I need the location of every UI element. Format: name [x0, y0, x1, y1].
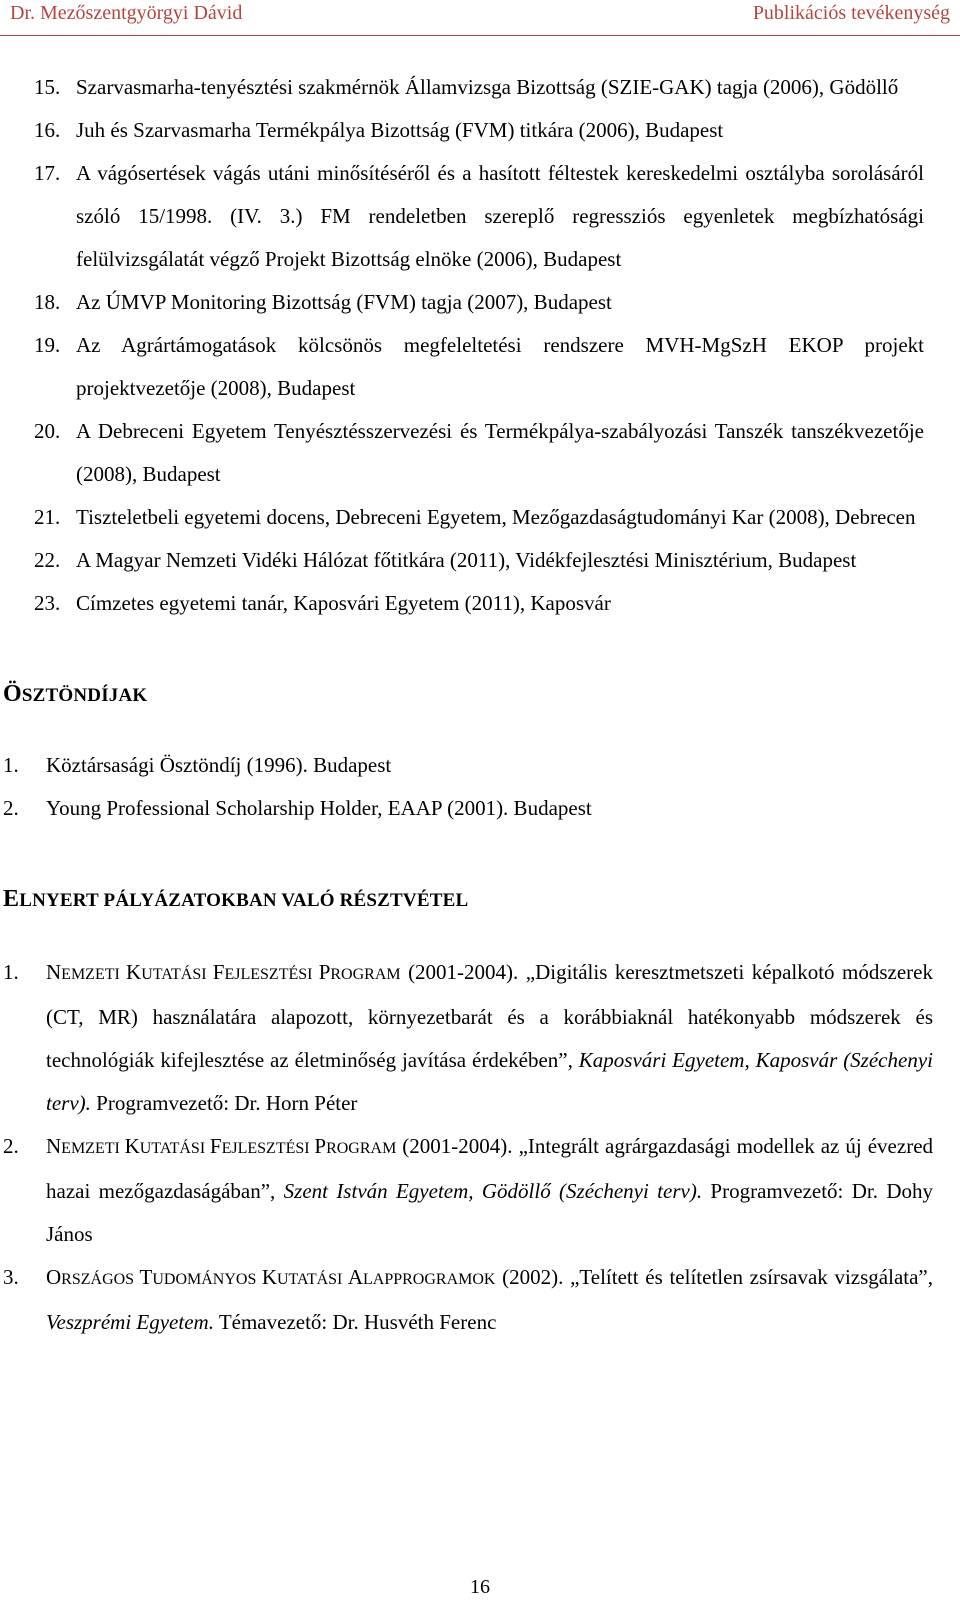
institution: Veszprémi Egyetem. [46, 1310, 214, 1334]
project-title: „Digitális keresztmetszeti képalkotó módszerek (CT, MR) használatára alapozott, környezetbarát és a korábbiaknál hatékonyabb módszerek és technológiák kifejlesztése az életminőség javítása érdekében”, [46, 960, 933, 1072]
item-text: Köztársasági Ösztöndíj (1996). Budapest [46, 753, 392, 777]
list-item [34, 539, 924, 582]
page-body [0, 66, 960, 1344]
item-text: Címzetes egyetemi tanár, Kaposvári Egyetem (2011), Kaposvár [76, 591, 611, 615]
item-number: 3. [3, 1265, 19, 1289]
project-title: „Integrált agrárgazdasági modellek az új évezred hazai mezőgazdaságában”, [46, 1134, 934, 1203]
item-text [46, 1256, 933, 1344]
list-item [34, 66, 924, 109]
section-title-rest: SZTÖNDÍJAK [21, 685, 148, 706]
item-number: 2. [3, 796, 19, 820]
header-author: Dr. Mezőszentgyörgyi Dávid [10, 2, 243, 24]
item-number: 21. [34, 505, 61, 529]
list-item [34, 496, 924, 539]
list-item [34, 152, 924, 281]
item-number: 19. [34, 333, 61, 357]
institution: Szent István Egyetem, Gödöllő (Széchenyi terv). [283, 1179, 703, 1203]
section-title-scholarships [0, 681, 960, 708]
program-leader: Témavezető: Dr. Husvéth Ferenc [213, 1310, 497, 1334]
list-item [34, 324, 924, 410]
list-item [3, 1125, 933, 1256]
item-text: Young Professional Scholarship Holder, EAAP (2001). Budapest [46, 796, 592, 820]
list-item [3, 744, 960, 787]
item-text: Az ÚMVP Monitoring Bizottság (FVM) tagja (2007), Budapest [76, 290, 612, 314]
program-leader: Programvezető: Dr. Dohy János [46, 1179, 933, 1246]
grants-list [0, 951, 933, 1344]
item-text: A Magyar Nemzeti Vidéki Hálózat főtitkára (2011), Vidékfejlesztési Minisztérium, Budapest [76, 548, 857, 572]
section-title-initial: E [3, 886, 20, 912]
item-number: 15. [34, 75, 61, 99]
scholarships-list [0, 744, 960, 830]
list-item [34, 410, 924, 496]
list-item [3, 951, 933, 1125]
program-leader: Programvezető: Dr. Horn Péter [90, 1091, 358, 1115]
item-number: 22. [34, 548, 61, 572]
list-item [34, 582, 924, 625]
institution: Kaposvári Egyetem, Kaposvár (Széchenyi terv). [46, 1048, 933, 1115]
list-item [34, 109, 924, 152]
program-name: NEMZETI KUTATÁSI FEJLESZTÉSI PROGRAM [46, 960, 401, 984]
item-text: Juh és Szarvasmarha Termékpálya Bizottság (FVM) titkára (2006), Budapest [76, 118, 724, 142]
item-number: 1. [3, 960, 19, 984]
item-text: Az Agrártámogatások kölcsönös megfeleltetési rendszere MVH-MgSzH EKOP projekt projektvezetője (2008), Budapest [76, 333, 924, 400]
item-number: 2. [3, 1134, 19, 1158]
item-number: 23. [34, 591, 61, 615]
item-text: A Debreceni Egyetem Tenyésztésszervezési és Termékpálya-szabályozási Tanszék tanszékvezetője (2008), Budapest [76, 419, 924, 486]
section-title-initial: Ö [3, 681, 22, 707]
item-text: Tiszteletbeli egyetemi docens, Debreceni Egyetem, Mezőgazdaságtudományi Kar (2008), Debrecen [76, 505, 916, 529]
list-item [3, 1256, 933, 1344]
page-number: 16 [470, 1576, 490, 1598]
program-name: ORSZÁGOS TUDOMÁNYOS KUTATÁSI ALAPPROGRAMOK [46, 1265, 496, 1289]
item-number: 1. [3, 753, 19, 777]
item-number: 18. [34, 290, 61, 314]
list-item [3, 787, 960, 830]
program-years: (2001-2004). [400, 960, 526, 984]
item-text: A vágósertések vágás utáni minősítéséről és a hasított féltestek kereskedelmi osztályba sorolásáról szóló 15/1998. (IV. 3.) FM rendeletben szereplő regressziós egyenletek megbízhatósági felülvizsgálatát végző Projekt Bizottság elnöke (2006), Budapest [76, 161, 924, 271]
item-number: 16. [34, 118, 61, 142]
list-item [34, 281, 924, 324]
program-years: (2002). [495, 1265, 571, 1289]
item-text: Szarvasmarha-tenyésztési szakmérnök Államvizsga Bizottság (SZIE-GAK) tagja (2006), Gödöllő [76, 75, 899, 99]
positions-list [0, 66, 924, 625]
header-section: Publikációs tevékenység [752, 2, 950, 24]
program-years: (2001-2004). [396, 1134, 519, 1158]
program-name: NEMZETI KUTATÁSI FEJLESZTÉSI PROGRAM [46, 1134, 397, 1158]
item-text [46, 951, 933, 1125]
section-title-rest: LNYERT PÁLYÁZATOKBAN VALÓ RÉSZTVÉTEL [19, 890, 469, 911]
project-title: „Telített és telítetlen zsírsavak vizsgálata”, [570, 1265, 933, 1289]
running-header [0, 0, 960, 36]
section-title-grants [0, 886, 960, 913]
item-number: 20. [34, 419, 61, 443]
item-number: 17. [34, 161, 61, 185]
item-text [46, 1125, 933, 1256]
